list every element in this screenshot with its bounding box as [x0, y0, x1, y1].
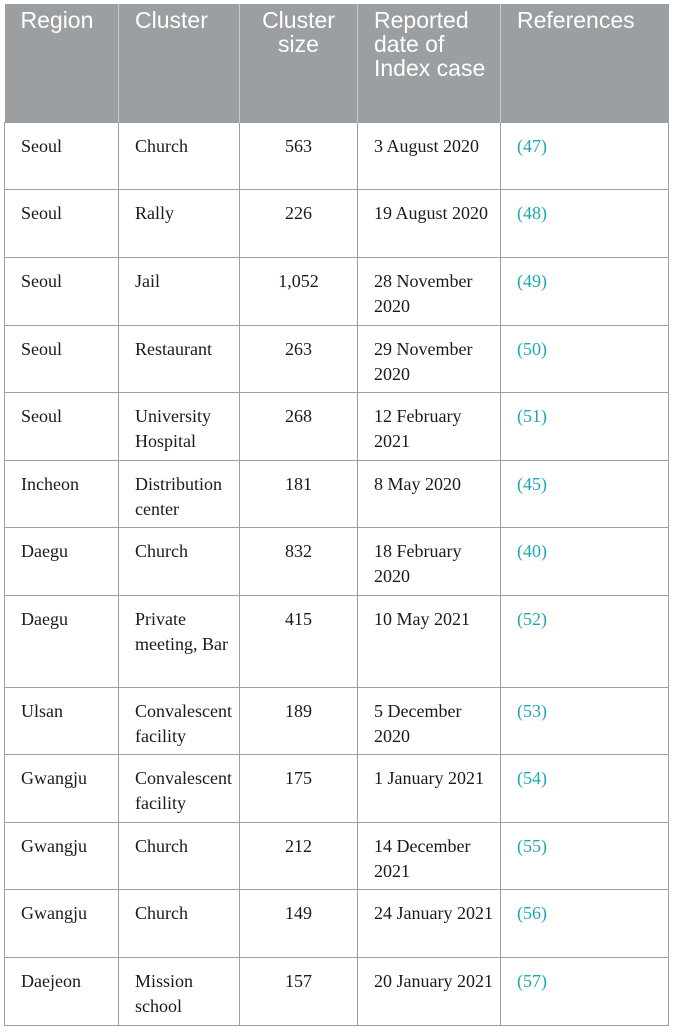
reference-link[interactable]: (50) — [501, 325, 669, 392]
cell-reported-date: 19 August 2020 — [358, 189, 501, 257]
cell-cluster-size: 175 — [240, 754, 358, 822]
cell-cluster: Church — [119, 527, 240, 595]
table-row — [5, 392, 669, 460]
cell-region: Ulsan — [5, 687, 119, 754]
table-row — [5, 822, 669, 889]
cell-reported-date: 10 May 2021 — [358, 595, 501, 687]
cell-cluster: Church — [119, 822, 240, 889]
reference-link[interactable]: (47) — [501, 122, 669, 189]
cell-reported-date: 5 December 2020 — [358, 687, 501, 754]
reference-link[interactable]: (40) — [501, 527, 669, 595]
table-row — [5, 460, 669, 527]
cell-region: Incheon — [5, 460, 119, 527]
cell-reported-date: 1 January 2021 — [358, 754, 501, 822]
cell-reported-date: 24 January 2021 — [358, 889, 501, 957]
cell-cluster: Church — [119, 889, 240, 957]
cell-cluster: Church — [119, 122, 240, 189]
cell-cluster-size: 181 — [240, 460, 358, 527]
cell-cluster: Restaurant — [119, 325, 240, 392]
header-region: Region — [5, 4, 119, 122]
cell-cluster-size: 226 — [240, 189, 358, 257]
cell-cluster: Rally — [119, 189, 240, 257]
cell-cluster: Convalescent facility — [119, 754, 240, 822]
cell-region: Daegu — [5, 527, 119, 595]
cell-cluster: Convalescent facility — [119, 687, 240, 754]
cell-reported-date: 14 December 2021 — [358, 822, 501, 889]
cell-cluster-size: 832 — [240, 527, 358, 595]
cell-cluster: Private meeting, Bar — [119, 595, 240, 687]
cell-region: Seoul — [5, 257, 119, 325]
cell-region: Seoul — [5, 122, 119, 189]
table-row — [5, 889, 669, 957]
cell-cluster-size: 189 — [240, 687, 358, 754]
reference-link[interactable]: (51) — [501, 392, 669, 460]
header-cluster: Cluster — [119, 4, 240, 122]
reference-link[interactable]: (57) — [501, 957, 669, 1025]
reference-link[interactable]: (56) — [501, 889, 669, 957]
reference-link[interactable]: (53) — [501, 687, 669, 754]
reference-link[interactable]: (54) — [501, 754, 669, 822]
table-row — [5, 687, 669, 754]
reference-link[interactable]: (45) — [501, 460, 669, 527]
cell-region: Seoul — [5, 392, 119, 460]
cell-region: Gwangju — [5, 889, 119, 957]
cell-region: Daejeon — [5, 957, 119, 1025]
cell-cluster: Mission school — [119, 957, 240, 1025]
cell-reported-date: 18 February 2020 — [358, 527, 501, 595]
table-row — [5, 122, 669, 189]
cell-reported-date: 28 November 2020 — [358, 257, 501, 325]
table-row — [5, 527, 669, 595]
cell-reported-date: 3 August 2020 — [358, 122, 501, 189]
cell-region: Gwangju — [5, 754, 119, 822]
cell-reported-date: 8 May 2020 — [358, 460, 501, 527]
table-body — [5, 122, 669, 1025]
cell-reported-date: 20 January 2021 — [358, 957, 501, 1025]
cell-cluster-size: 268 — [240, 392, 358, 460]
table-row — [5, 257, 669, 325]
cell-cluster: Jail — [119, 257, 240, 325]
header-reported-date: Reported date of Index case — [358, 4, 501, 122]
cell-cluster-size: 563 — [240, 122, 358, 189]
reference-link[interactable]: (55) — [501, 822, 669, 889]
table-row — [5, 595, 669, 687]
cell-region: Seoul — [5, 189, 119, 257]
cell-region: Daegu — [5, 595, 119, 687]
cell-cluster-size: 149 — [240, 889, 358, 957]
header-references: References — [501, 4, 669, 122]
reference-link[interactable]: (49) — [501, 257, 669, 325]
table-row — [5, 189, 669, 257]
cell-cluster-size: 415 — [240, 595, 358, 687]
cluster-table — [4, 4, 669, 1026]
cell-cluster-size: 1,052 — [240, 257, 358, 325]
cell-cluster: Distribution center — [119, 460, 240, 527]
cell-cluster-size: 212 — [240, 822, 358, 889]
cell-reported-date: 12 February 2021 — [358, 392, 501, 460]
cell-region: Gwangju — [5, 822, 119, 889]
table-row — [5, 754, 669, 822]
table-row — [5, 957, 669, 1025]
cell-cluster-size: 157 — [240, 957, 358, 1025]
table-row — [5, 325, 669, 392]
cell-cluster: University Hospital — [119, 392, 240, 460]
reference-link[interactable]: (52) — [501, 595, 669, 687]
cell-reported-date: 29 November 2020 — [358, 325, 501, 392]
cell-cluster-size: 263 — [240, 325, 358, 392]
table-header — [5, 4, 669, 122]
cell-region: Seoul — [5, 325, 119, 392]
reference-link[interactable]: (48) — [501, 189, 669, 257]
header-cluster-size: Cluster size — [240, 4, 358, 122]
